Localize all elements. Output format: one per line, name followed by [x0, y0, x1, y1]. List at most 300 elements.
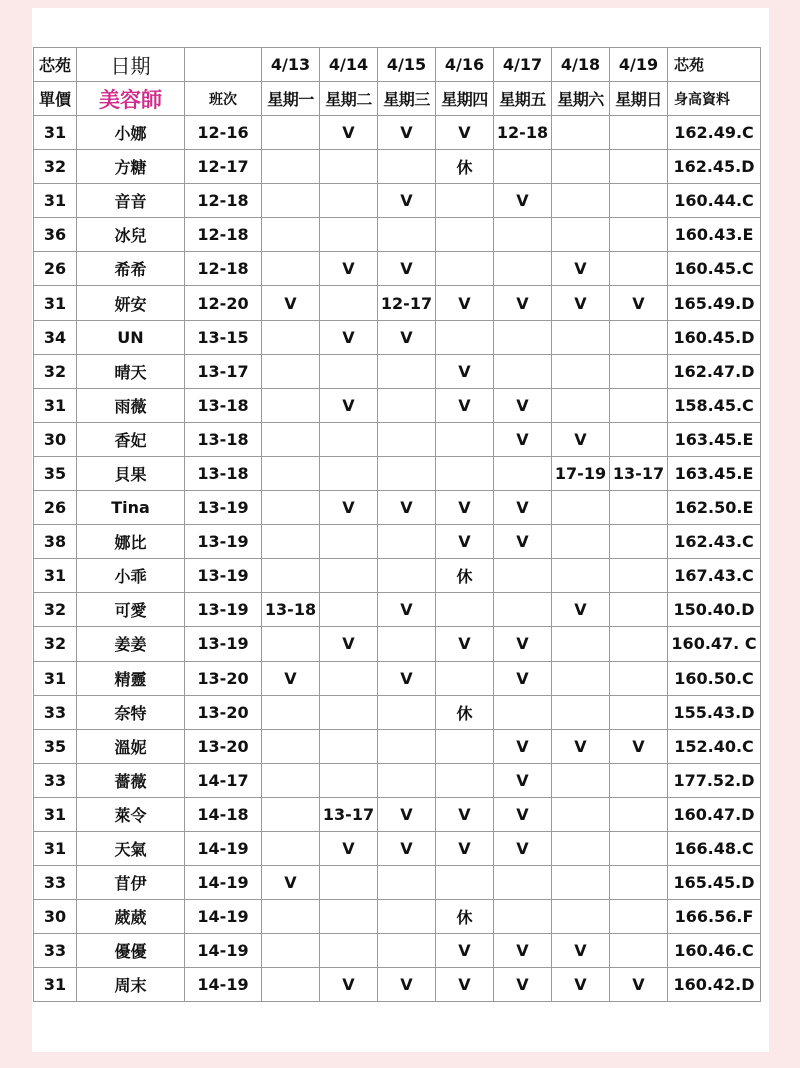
- day-cell-4: V: [436, 286, 494, 320]
- beautician-name: 天氣: [77, 831, 185, 865]
- day-cell-7: [610, 627, 668, 661]
- shift-cell: 12-18: [185, 218, 262, 252]
- height-cell: 163.45.E: [668, 422, 761, 456]
- day-cell-2: V: [320, 116, 378, 150]
- height-cell: 160.46.C: [668, 934, 761, 968]
- height-cell: 166.56.F: [668, 900, 761, 934]
- beautician-name: 貝果: [77, 456, 185, 490]
- height-label: 身高資料: [668, 82, 761, 116]
- day-cell-1: [262, 218, 320, 252]
- day-cell-4: V: [436, 831, 494, 865]
- day-cell-4: [436, 866, 494, 900]
- day-cell-3: V: [378, 320, 436, 354]
- day-cell-7: [610, 797, 668, 831]
- day-cell-7: [610, 593, 668, 627]
- day-cell-4: [436, 661, 494, 695]
- day-cell-1: [262, 797, 320, 831]
- schedule-table: [33, 47, 761, 1002]
- day-cell-3: V: [378, 184, 436, 218]
- day-cell-3: V: [378, 593, 436, 627]
- price-cell: 34: [34, 320, 77, 354]
- price-cell: 33: [34, 763, 77, 797]
- price-cell: 33: [34, 866, 77, 900]
- day-cell-6: [552, 116, 610, 150]
- price-cell: 31: [34, 661, 77, 695]
- price-cell: 33: [34, 934, 77, 968]
- day-cell-7: [610, 695, 668, 729]
- price-cell: 26: [34, 491, 77, 525]
- day-cell-7: [610, 320, 668, 354]
- day-cell-6: V: [552, 252, 610, 286]
- day-cell-1: [262, 627, 320, 661]
- price-cell: 30: [34, 900, 77, 934]
- day-cell-6: [552, 695, 610, 729]
- table-row: [34, 797, 761, 831]
- shift-cell: 12-20: [185, 286, 262, 320]
- day-cell-2: [320, 525, 378, 559]
- day-cell-1: [262, 934, 320, 968]
- table-row: [34, 320, 761, 354]
- day-cell-2: [320, 218, 378, 252]
- beautician-name: 奈特: [77, 695, 185, 729]
- shift-cell: 13-20: [185, 729, 262, 763]
- beautician-name: 薔薇: [77, 763, 185, 797]
- height-cell: 160.43.E: [668, 218, 761, 252]
- day-cell-7: [610, 354, 668, 388]
- day-cell-2: V: [320, 320, 378, 354]
- day-cell-1: [262, 354, 320, 388]
- day-cell-3: V: [378, 491, 436, 525]
- table-row: [34, 252, 761, 286]
- day-cell-5: [494, 593, 552, 627]
- brand-right: 芯苑: [668, 48, 761, 82]
- beautician-name: Tina: [77, 491, 185, 525]
- shift-cell: 13-18: [185, 388, 262, 422]
- day-cell-3: [378, 559, 436, 593]
- day-cell-6: [552, 150, 610, 184]
- day-cell-1: [262, 831, 320, 865]
- day-cell-4: [436, 184, 494, 218]
- day-cell-6: [552, 525, 610, 559]
- table-row: [34, 525, 761, 559]
- price-cell: 35: [34, 456, 77, 490]
- table-row: [34, 593, 761, 627]
- height-cell: 160.45.D: [668, 320, 761, 354]
- day-cell-2: [320, 729, 378, 763]
- date-6: 4/18: [552, 48, 610, 82]
- height-cell: 167.43.C: [668, 559, 761, 593]
- beautician-name: 萊令: [77, 797, 185, 831]
- height-cell: 163.45.E: [668, 456, 761, 490]
- weekday-5: 星期五: [494, 82, 552, 116]
- date-5: 4/17: [494, 48, 552, 82]
- table-row: [34, 388, 761, 422]
- day-cell-3: [378, 388, 436, 422]
- price-cell: 38: [34, 525, 77, 559]
- day-cell-5: V: [494, 729, 552, 763]
- weekday-4: 星期四: [436, 82, 494, 116]
- day-cell-3: [378, 729, 436, 763]
- price-cell: 30: [34, 422, 77, 456]
- price-cell: 33: [34, 695, 77, 729]
- day-cell-1: [262, 763, 320, 797]
- beautician-name: 精靈: [77, 661, 185, 695]
- day-cell-6: [552, 797, 610, 831]
- day-cell-5: V: [494, 661, 552, 695]
- beautician-name: 可愛: [77, 593, 185, 627]
- day-cell-4: [436, 422, 494, 456]
- shift-cell: 13-18: [185, 456, 262, 490]
- height-cell: 165.45.D: [668, 866, 761, 900]
- shift-cell: 14-18: [185, 797, 262, 831]
- day-cell-3: [378, 763, 436, 797]
- day-cell-2: [320, 593, 378, 627]
- day-cell-5: [494, 900, 552, 934]
- height-cell: 160.47.D: [668, 797, 761, 831]
- day-cell-1: [262, 900, 320, 934]
- table-row: [34, 831, 761, 865]
- beautician-name: 晴天: [77, 354, 185, 388]
- beautician-name: 希希: [77, 252, 185, 286]
- table-row: [34, 729, 761, 763]
- day-cell-7: [610, 150, 668, 184]
- price-cell: 31: [34, 286, 77, 320]
- table-row: [34, 422, 761, 456]
- beautician-name: 葳葳: [77, 900, 185, 934]
- day-cell-5: V: [494, 491, 552, 525]
- day-cell-7: V: [610, 286, 668, 320]
- shift-cell: 14-17: [185, 763, 262, 797]
- day-cell-6: [552, 388, 610, 422]
- day-cell-5: V: [494, 388, 552, 422]
- day-cell-5: V: [494, 184, 552, 218]
- shift-cell: 12-18: [185, 184, 262, 218]
- day-cell-3: V: [378, 968, 436, 1002]
- day-cell-2: [320, 763, 378, 797]
- beautician-name: 小乖: [77, 559, 185, 593]
- price-cell: 32: [34, 593, 77, 627]
- day-cell-4: 休: [436, 559, 494, 593]
- day-cell-2: V: [320, 388, 378, 422]
- day-cell-7: [610, 866, 668, 900]
- shift-cell: 13-17: [185, 354, 262, 388]
- beautician-name: UN: [77, 320, 185, 354]
- date-2: 4/14: [320, 48, 378, 82]
- price-cell: 31: [34, 831, 77, 865]
- day-cell-4: [436, 729, 494, 763]
- day-cell-1: [262, 184, 320, 218]
- day-cell-6: [552, 763, 610, 797]
- day-cell-2: [320, 184, 378, 218]
- day-cell-4: 休: [436, 900, 494, 934]
- day-cell-2: 13-17: [320, 797, 378, 831]
- table-row: [34, 968, 761, 1002]
- height-cell: 165.49.D: [668, 286, 761, 320]
- day-cell-1: V: [262, 866, 320, 900]
- height-cell: 160.45.C: [668, 252, 761, 286]
- day-cell-7: V: [610, 968, 668, 1002]
- beautician-name: 周末: [77, 968, 185, 1002]
- height-cell: 160.50.C: [668, 661, 761, 695]
- table-row: [34, 491, 761, 525]
- day-cell-1: [262, 491, 320, 525]
- day-cell-7: [610, 116, 668, 150]
- shift-cell: 13-19: [185, 525, 262, 559]
- day-cell-3: [378, 900, 436, 934]
- day-cell-6: [552, 559, 610, 593]
- table-row: [34, 116, 761, 150]
- day-cell-5: V: [494, 627, 552, 661]
- date-3: 4/15: [378, 48, 436, 82]
- table-row: [34, 354, 761, 388]
- day-cell-3: [378, 525, 436, 559]
- height-cell: 160.44.C: [668, 184, 761, 218]
- day-cell-4: [436, 763, 494, 797]
- beautician-name: 娜比: [77, 525, 185, 559]
- day-cell-7: [610, 559, 668, 593]
- date-1: 4/13: [262, 48, 320, 82]
- weekday-3: 星期三: [378, 82, 436, 116]
- day-cell-7: [610, 763, 668, 797]
- day-cell-6: V: [552, 968, 610, 1002]
- day-cell-1: [262, 150, 320, 184]
- table-row: [34, 866, 761, 900]
- shift-cell: 13-18: [185, 422, 262, 456]
- day-cell-5: [494, 320, 552, 354]
- day-cell-3: V: [378, 116, 436, 150]
- day-cell-5: [494, 559, 552, 593]
- day-cell-7: [610, 422, 668, 456]
- day-cell-2: [320, 422, 378, 456]
- day-cell-1: [262, 320, 320, 354]
- beautician-name: 雨薇: [77, 388, 185, 422]
- day-cell-6: 17-19: [552, 456, 610, 490]
- table-row: [34, 286, 761, 320]
- day-cell-3: [378, 354, 436, 388]
- day-cell-1: [262, 525, 320, 559]
- height-cell: 177.52.D: [668, 763, 761, 797]
- day-cell-4: [436, 593, 494, 627]
- day-cell-7: [610, 184, 668, 218]
- day-cell-5: V: [494, 797, 552, 831]
- day-cell-2: V: [320, 627, 378, 661]
- price-cell: 31: [34, 968, 77, 1002]
- day-cell-3: [378, 422, 436, 456]
- beautician-name: 冰兒: [77, 218, 185, 252]
- table-row: [34, 661, 761, 695]
- day-cell-6: [552, 661, 610, 695]
- header-row-dates: [34, 48, 761, 82]
- beautician-name: 溫妮: [77, 729, 185, 763]
- table-row: [34, 627, 761, 661]
- day-cell-1: [262, 968, 320, 1002]
- day-cell-6: V: [552, 729, 610, 763]
- day-cell-3: V: [378, 797, 436, 831]
- day-cell-3: 12-17: [378, 286, 436, 320]
- price-cell: 31: [34, 559, 77, 593]
- day-cell-5: V: [494, 934, 552, 968]
- day-cell-2: V: [320, 252, 378, 286]
- shift-cell: 13-19: [185, 559, 262, 593]
- beautician-name: 音音: [77, 184, 185, 218]
- day-cell-5: V: [494, 968, 552, 1002]
- day-cell-4: [436, 218, 494, 252]
- beautician-name: 小娜: [77, 116, 185, 150]
- table-row: [34, 695, 761, 729]
- day-cell-5: [494, 252, 552, 286]
- height-cell: 162.50.E: [668, 491, 761, 525]
- day-cell-5: [494, 866, 552, 900]
- day-cell-6: [552, 354, 610, 388]
- day-cell-4: V: [436, 627, 494, 661]
- beautician-name: 香妃: [77, 422, 185, 456]
- day-cell-1: [262, 695, 320, 729]
- day-cell-3: V: [378, 831, 436, 865]
- height-cell: 155.43.D: [668, 695, 761, 729]
- height-cell: 162.49.C: [668, 116, 761, 150]
- day-cell-3: [378, 627, 436, 661]
- day-cell-2: V: [320, 968, 378, 1002]
- shift-label: 班次: [185, 82, 262, 116]
- day-cell-4: V: [436, 934, 494, 968]
- day-cell-3: [378, 866, 436, 900]
- day-cell-7: [610, 252, 668, 286]
- day-cell-1: [262, 422, 320, 456]
- price-cell: 32: [34, 627, 77, 661]
- day-cell-7: [610, 218, 668, 252]
- day-cell-7: [610, 388, 668, 422]
- shift-cell: 12-16: [185, 116, 262, 150]
- day-cell-5: V: [494, 286, 552, 320]
- height-cell: 166.48.C: [668, 831, 761, 865]
- day-cell-5: [494, 456, 552, 490]
- day-cell-6: [552, 184, 610, 218]
- day-cell-5: V: [494, 525, 552, 559]
- shift-cell: 14-19: [185, 934, 262, 968]
- shift-cell: 13-19: [185, 627, 262, 661]
- height-cell: 152.40.C: [668, 729, 761, 763]
- day-cell-4: V: [436, 354, 494, 388]
- day-cell-2: V: [320, 831, 378, 865]
- day-cell-7: [610, 491, 668, 525]
- shift-cell: 13-19: [185, 491, 262, 525]
- day-cell-4: [436, 252, 494, 286]
- weekday-7: 星期日: [610, 82, 668, 116]
- day-cell-3: [378, 456, 436, 490]
- date-label: 日期: [77, 48, 185, 82]
- shift-cell: 12-18: [185, 252, 262, 286]
- weekday-2: 星期二: [320, 82, 378, 116]
- day-cell-4: V: [436, 491, 494, 525]
- height-cell: 162.45.D: [668, 150, 761, 184]
- table-row: [34, 184, 761, 218]
- price-cell: 31: [34, 388, 77, 422]
- day-cell-4: 休: [436, 150, 494, 184]
- height-cell: 150.40.D: [668, 593, 761, 627]
- day-cell-7: 13-17: [610, 456, 668, 490]
- day-cell-4: V: [436, 797, 494, 831]
- day-cell-5: V: [494, 831, 552, 865]
- day-cell-4: V: [436, 525, 494, 559]
- beautician-name: 優優: [77, 934, 185, 968]
- weekday-1: 星期一: [262, 82, 320, 116]
- height-cell: 160.42.D: [668, 968, 761, 1002]
- day-cell-1: 13-18: [262, 593, 320, 627]
- table-row: [34, 218, 761, 252]
- day-cell-1: [262, 116, 320, 150]
- day-cell-1: V: [262, 286, 320, 320]
- day-cell-2: [320, 900, 378, 934]
- day-cell-7: [610, 525, 668, 559]
- day-cell-6: [552, 218, 610, 252]
- day-cell-4: [436, 320, 494, 354]
- beautician-name: 方糖: [77, 150, 185, 184]
- day-cell-6: [552, 627, 610, 661]
- shift-cell: 14-19: [185, 831, 262, 865]
- shift-cell: 12-17: [185, 150, 262, 184]
- shift-cell: 13-20: [185, 695, 262, 729]
- day-cell-6: V: [552, 593, 610, 627]
- price-cell: 31: [34, 184, 77, 218]
- shift-cell: 13-15: [185, 320, 262, 354]
- day-cell-6: [552, 831, 610, 865]
- day-cell-6: [552, 320, 610, 354]
- beautician-label: 美容師: [77, 82, 185, 116]
- day-cell-7: [610, 661, 668, 695]
- brand-left: 芯苑: [34, 48, 77, 82]
- weekday-6: 星期六: [552, 82, 610, 116]
- table-row: [34, 150, 761, 184]
- day-cell-1: [262, 729, 320, 763]
- beautician-name: 妍安: [77, 286, 185, 320]
- day-cell-6: [552, 866, 610, 900]
- day-cell-1: [262, 388, 320, 422]
- day-cell-2: [320, 559, 378, 593]
- day-cell-6: [552, 491, 610, 525]
- day-cell-4: V: [436, 388, 494, 422]
- day-cell-2: [320, 150, 378, 184]
- day-cell-2: [320, 286, 378, 320]
- day-cell-3: [378, 934, 436, 968]
- date-4: 4/16: [436, 48, 494, 82]
- day-cell-5: [494, 354, 552, 388]
- shift-cell: 13-20: [185, 661, 262, 695]
- day-cell-2: [320, 456, 378, 490]
- day-cell-5: 12-18: [494, 116, 552, 150]
- beautician-name: 苜伊: [77, 866, 185, 900]
- day-cell-3: [378, 150, 436, 184]
- day-cell-3: [378, 218, 436, 252]
- height-cell: 162.43.C: [668, 525, 761, 559]
- day-cell-2: [320, 661, 378, 695]
- day-cell-5: [494, 218, 552, 252]
- day-cell-7: [610, 900, 668, 934]
- day-cell-1: V: [262, 661, 320, 695]
- price-cell: 32: [34, 354, 77, 388]
- shift-cell: 13-19: [185, 593, 262, 627]
- price-cell: 32: [34, 150, 77, 184]
- price-cell: 36: [34, 218, 77, 252]
- day-cell-1: [262, 559, 320, 593]
- day-cell-5: V: [494, 763, 552, 797]
- day-cell-4: V: [436, 968, 494, 1002]
- table-row: [34, 900, 761, 934]
- day-cell-2: V: [320, 491, 378, 525]
- day-cell-3: [378, 695, 436, 729]
- day-cell-5: V: [494, 422, 552, 456]
- shift-cell: 14-19: [185, 866, 262, 900]
- day-cell-4: 休: [436, 695, 494, 729]
